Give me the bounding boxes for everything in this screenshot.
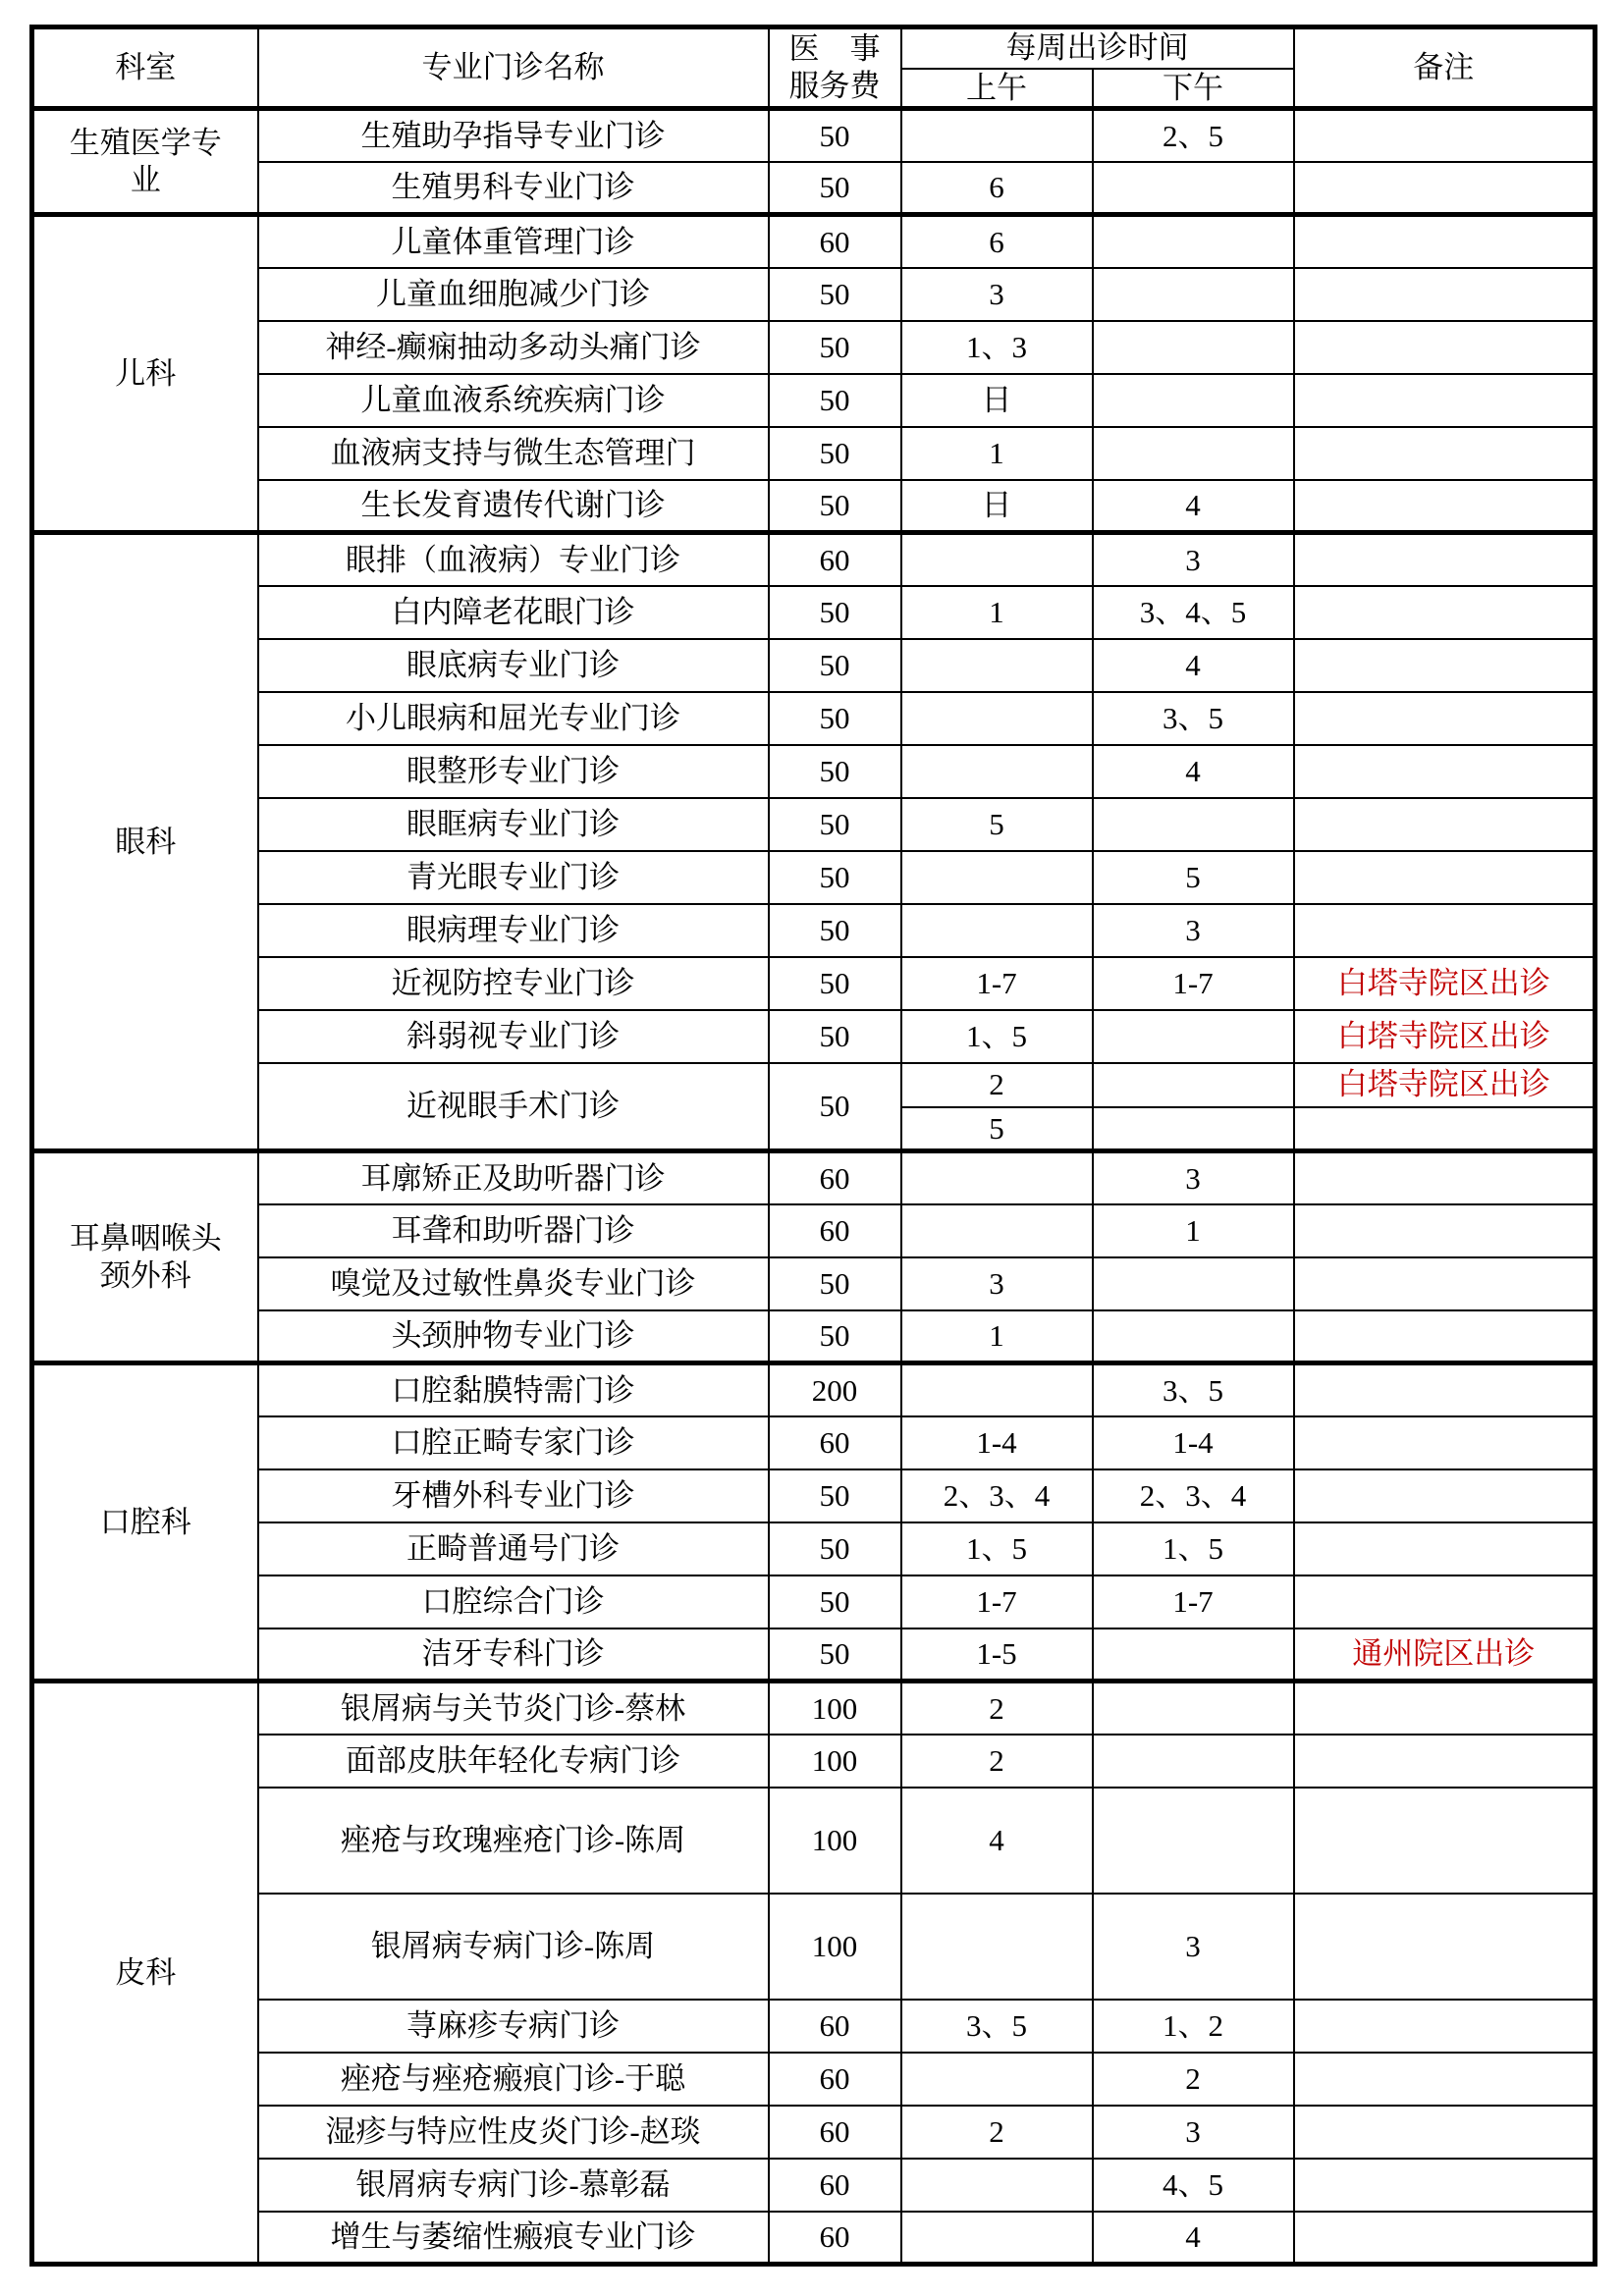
afternoon-cell [1093,1310,1294,1363]
table-row [32,1204,1596,1257]
department-cell: 儿科 [32,215,258,533]
morning-cell: 5 [901,1107,1093,1151]
clinic-name-cell: 银屑病专病门诊-慕彰磊 [258,2159,769,2212]
afternoon-cell [1093,162,1294,215]
remark-cell [1294,1310,1596,1363]
remark-cell [1294,1204,1596,1257]
fee-cell: 50 [769,957,901,1010]
fee-cell: 100 [769,1788,901,1894]
clinic-name-cell: 青光眼专业门诊 [258,851,769,904]
remark-cell: 白塔寺院区出诊 [1294,957,1596,1010]
table-row [32,2000,1596,2053]
clinic-name-cell: 小儿眼病和屈光专业门诊 [258,692,769,745]
remark-cell [1294,374,1596,427]
remark-cell [1294,1151,1596,1204]
fee-cell: 60 [769,2000,901,2053]
clinic-name-cell: 近视眼手术门诊 [258,1063,769,1151]
remark-cell: 白塔寺院区出诊 [1294,1010,1596,1063]
morning-cell [901,2053,1093,2106]
fee-cell: 50 [769,1257,901,1310]
morning-cell: 1-7 [901,957,1093,1010]
clinic-name-cell: 血液病支持与微生态管理门 [258,427,769,480]
morning-cell: 1、5 [901,1010,1093,1063]
clinic-name-cell: 口腔综合门诊 [258,1575,769,1629]
remark-cell [1294,533,1596,586]
morning-cell: 1-5 [901,1629,1093,1682]
clinic-name-cell: 增生与萎缩性瘢痕专业门诊 [258,2212,769,2265]
afternoon-cell: 1、2 [1093,2000,1294,2053]
schedule-table-body [32,109,1596,2265]
table-row [32,2106,1596,2159]
fee-cell: 50 [769,480,901,533]
remark-cell [1294,1416,1596,1469]
header-fee [769,27,901,109]
morning-cell [901,904,1093,957]
afternoon-cell [1093,427,1294,480]
afternoon-cell: 3 [1093,2106,1294,2159]
fee-cell: 50 [769,1575,901,1629]
table-row [32,1310,1596,1363]
morning-cell [901,745,1093,798]
clinic-name-cell: 口腔黏膜特需门诊 [258,1363,769,1416]
header-clinic-name: 专业门诊名称 [258,27,769,109]
remark-cell [1294,215,1596,268]
afternoon-cell: 5 [1093,851,1294,904]
morning-cell: 5 [901,798,1093,851]
remark-cell [1294,2053,1596,2106]
department-cell: 口腔科 [32,1363,258,1682]
remark-cell [1294,162,1596,215]
fee-cell: 60 [769,2212,901,2265]
morning-cell: 1、3 [901,321,1093,374]
afternoon-cell [1093,1788,1294,1894]
afternoon-cell: 3、5 [1093,692,1294,745]
fee-cell: 50 [769,1522,901,1575]
table-row [32,745,1596,798]
fee-cell: 50 [769,798,901,851]
header-department: 科室 [32,27,258,109]
morning-cell [901,2159,1093,2212]
morning-cell [901,109,1093,162]
table-row [32,1894,1596,2000]
afternoon-cell [1093,1107,1294,1151]
table-row [32,215,1596,268]
fee-cell: 50 [769,321,901,374]
table-row [32,904,1596,957]
morning-cell: 3 [901,268,1093,321]
table-row [32,109,1596,162]
morning-cell [901,1204,1093,1257]
clinic-name-cell: 面部皮肤年轻化专病门诊 [258,1735,769,1788]
header-weekly-schedule: 每周出诊时间 [901,27,1294,69]
department-cell: 眼科 [32,533,258,1151]
table-row [32,1629,1596,1682]
table-row [32,1063,1596,1107]
table-row [32,692,1596,745]
morning-cell: 4 [901,1788,1093,1894]
fee-cell: 50 [769,851,901,904]
header-afternoon: 下午 [1093,69,1294,109]
fee-cell: 50 [769,692,901,745]
fee-cell: 100 [769,1735,901,1788]
morning-cell [901,1151,1093,1204]
remark-cell [1294,639,1596,692]
morning-cell: 1、5 [901,1522,1093,1575]
clinic-name-cell: 生殖助孕指导专业门诊 [258,109,769,162]
remark-cell [1294,904,1596,957]
department-cell: 耳鼻咽喉头颈外科 [32,1151,258,1363]
clinic-name-cell: 口腔正畸专家门诊 [258,1416,769,1469]
morning-cell: 6 [901,162,1093,215]
department-cell: 生殖医学专业 [32,109,258,215]
fee-cell: 50 [769,904,901,957]
clinic-name-cell: 眼底病专业门诊 [258,639,769,692]
fee-cell: 200 [769,1363,901,1416]
header-remark: 备注 [1294,27,1596,109]
remark-cell [1294,1522,1596,1575]
remark-cell [1294,1257,1596,1310]
afternoon-cell: 3、5 [1093,1363,1294,1416]
remark-cell [1294,851,1596,904]
table-row [32,1575,1596,1629]
clinic-name-cell: 湿疹与特应性皮炎门诊-赵琰 [258,2106,769,2159]
afternoon-cell [1093,1735,1294,1788]
department-cell: 皮科 [32,1682,258,2265]
afternoon-cell: 3 [1093,1151,1294,1204]
fee-cell: 60 [769,1151,901,1204]
afternoon-cell [1093,1063,1294,1107]
morning-cell: 1 [901,427,1093,480]
remark-cell [1294,745,1596,798]
morning-cell: 1-4 [901,1416,1093,1469]
remark-cell [1294,1469,1596,1522]
fee-cell: 50 [769,162,901,215]
morning-cell: 1-7 [901,1575,1093,1629]
afternoon-cell: 1 [1093,1204,1294,1257]
afternoon-cell: 3 [1093,904,1294,957]
afternoon-cell [1093,268,1294,321]
table-row [32,798,1596,851]
remark-cell [1294,1682,1596,1735]
table-row [32,851,1596,904]
table-row [32,957,1596,1010]
table-row [32,1416,1596,1469]
fee-cell: 50 [769,1629,901,1682]
morning-cell: 2 [901,1682,1093,1735]
afternoon-cell [1093,1629,1294,1682]
afternoon-cell: 1、5 [1093,1522,1294,1575]
clinic-name-cell: 银屑病专病门诊-陈周 [258,1894,769,2000]
table-row [32,162,1596,215]
clinic-name-cell: 耳廓矫正及助听器门诊 [258,1151,769,1204]
fee-cell: 60 [769,1204,901,1257]
afternoon-cell: 4 [1093,2212,1294,2265]
clinic-name-cell: 耳聋和助听器门诊 [258,1204,769,1257]
remark-cell [1294,1788,1596,1894]
fee-cell: 50 [769,1469,901,1522]
afternoon-cell: 3 [1093,1894,1294,2000]
fee-cell: 60 [769,1416,901,1469]
fee-cell: 50 [769,1063,901,1151]
clinic-schedule-table [29,25,1597,2267]
table-row [32,2159,1596,2212]
afternoon-cell [1093,1682,1294,1735]
morning-cell [901,851,1093,904]
table-row [32,427,1596,480]
table-row [32,533,1596,586]
table-row [32,1151,1596,1204]
fee-cell: 60 [769,2053,901,2106]
morning-cell [901,2212,1093,2265]
table-row [32,374,1596,427]
morning-cell: 2 [901,2106,1093,2159]
clinic-name-cell: 牙槽外科专业门诊 [258,1469,769,1522]
remark-cell [1294,1575,1596,1629]
table-row [32,1735,1596,1788]
clinic-name-cell: 银屑病与关节炎门诊-蔡林 [258,1682,769,1735]
table-row [32,1469,1596,1522]
remark-cell [1294,1107,1596,1151]
afternoon-cell: 2、5 [1093,109,1294,162]
table-row [32,1010,1596,1063]
table-row [32,2212,1596,2265]
afternoon-cell [1093,798,1294,851]
remark-cell [1294,321,1596,374]
remark-cell [1294,586,1596,639]
fee-cell: 100 [769,1682,901,1735]
clinic-name-cell: 头颈肿物专业门诊 [258,1310,769,1363]
remark-cell [1294,480,1596,533]
table-row [32,1682,1596,1735]
morning-cell: 3 [901,1257,1093,1310]
table-row [32,480,1596,533]
clinic-name-cell: 神经-癫痫抽动多动头痛门诊 [258,321,769,374]
afternoon-cell: 4 [1093,745,1294,798]
remark-cell [1294,798,1596,851]
clinic-name-cell: 眼眶病专业门诊 [258,798,769,851]
afternoon-cell: 1-7 [1093,957,1294,1010]
table-row [32,321,1596,374]
afternoon-cell: 3、4、5 [1093,586,1294,639]
afternoon-cell: 1-7 [1093,1575,1294,1629]
morning-cell: 3、5 [901,2000,1093,2053]
morning-cell [901,639,1093,692]
table-row [32,1363,1596,1416]
afternoon-cell [1093,1010,1294,1063]
fee-cell: 50 [769,639,901,692]
clinic-name-cell: 眼排（血液病）专业门诊 [258,533,769,586]
table-row [32,639,1596,692]
header-morning: 上午 [901,69,1093,109]
fee-cell: 50 [769,1010,901,1063]
remark-cell [1294,1363,1596,1416]
fee-cell: 60 [769,533,901,586]
fee-cell: 50 [769,427,901,480]
afternoon-cell: 3 [1093,533,1294,586]
afternoon-cell: 4 [1093,480,1294,533]
afternoon-cell: 4 [1093,639,1294,692]
table-row [32,268,1596,321]
table-row [32,1522,1596,1575]
clinic-name-cell: 生长发育遗传代谢门诊 [258,480,769,533]
clinic-name-cell: 白内障老花眼门诊 [258,586,769,639]
fee-cell: 100 [769,1894,901,2000]
header-fee-line2: 服务费 [788,69,881,104]
clinic-name-cell: 儿童体重管理门诊 [258,215,769,268]
remark-cell [1294,2000,1596,2053]
fee-cell: 50 [769,586,901,639]
fee-cell: 50 [769,268,901,321]
morning-cell: 1 [901,586,1093,639]
remark-cell [1294,692,1596,745]
remark-cell [1294,1735,1596,1788]
clinic-name-cell: 痤疮与玫瑰痤疮门诊-陈周 [258,1788,769,1894]
fee-cell: 50 [769,374,901,427]
fee-cell: 60 [769,2159,901,2212]
clinic-name-cell: 正畸普通号门诊 [258,1522,769,1575]
remark-cell [1294,427,1596,480]
afternoon-cell [1093,374,1294,427]
afternoon-cell: 1-4 [1093,1416,1294,1469]
morning-cell: 2 [901,1063,1093,1107]
table-row [32,1788,1596,1894]
remark-cell [1294,268,1596,321]
morning-cell [901,1363,1093,1416]
afternoon-cell: 2 [1093,2053,1294,2106]
morning-cell [901,1894,1093,2000]
clinic-name-cell: 生殖男科专业门诊 [258,162,769,215]
afternoon-cell [1093,215,1294,268]
remark-cell: 白塔寺院区出诊 [1294,1063,1596,1107]
clinic-name-cell: 嗅觉及过敏性鼻炎专业门诊 [258,1257,769,1310]
clinic-name-cell: 儿童血细胞减少门诊 [258,268,769,321]
fee-cell: 60 [769,215,901,268]
remark-cell [1294,109,1596,162]
fee-cell: 50 [769,1310,901,1363]
clinic-name-cell: 洁牙专科门诊 [258,1629,769,1682]
clinic-name-cell: 儿童血液系统疾病门诊 [258,374,769,427]
morning-cell [901,533,1093,586]
table-row [32,1257,1596,1310]
remark-cell [1294,2212,1596,2265]
morning-cell [901,692,1093,745]
afternoon-cell [1093,1257,1294,1310]
fee-cell: 50 [769,109,901,162]
remark-cell [1294,1894,1596,2000]
remark-cell [1294,2159,1596,2212]
table-row [32,2053,1596,2106]
afternoon-cell: 2、3、4 [1093,1469,1294,1522]
header-fee-line1: 医 事 [788,31,881,67]
clinic-name-cell: 荨麻疹专病门诊 [258,2000,769,2053]
morning-cell: 6 [901,215,1093,268]
fee-cell: 60 [769,2106,901,2159]
table-header [32,27,1596,109]
morning-cell: 2 [901,1735,1093,1788]
clinic-name-cell: 痤疮与痤疮瘢痕门诊-于聪 [258,2053,769,2106]
clinic-name-cell: 眼病理专业门诊 [258,904,769,957]
clinic-name-cell: 眼整形专业门诊 [258,745,769,798]
morning-cell: 1 [901,1310,1093,1363]
clinic-name-cell: 斜弱视专业门诊 [258,1010,769,1063]
morning-cell: 日 [901,374,1093,427]
remark-cell [1294,2106,1596,2159]
afternoon-cell [1093,321,1294,374]
clinic-name-cell: 近视防控专业门诊 [258,957,769,1010]
morning-cell: 2、3、4 [901,1469,1093,1522]
morning-cell: 日 [901,480,1093,533]
table-row [32,586,1596,639]
fee-cell: 50 [769,745,901,798]
remark-cell: 通州院区出诊 [1294,1629,1596,1682]
afternoon-cell: 4、5 [1093,2159,1294,2212]
